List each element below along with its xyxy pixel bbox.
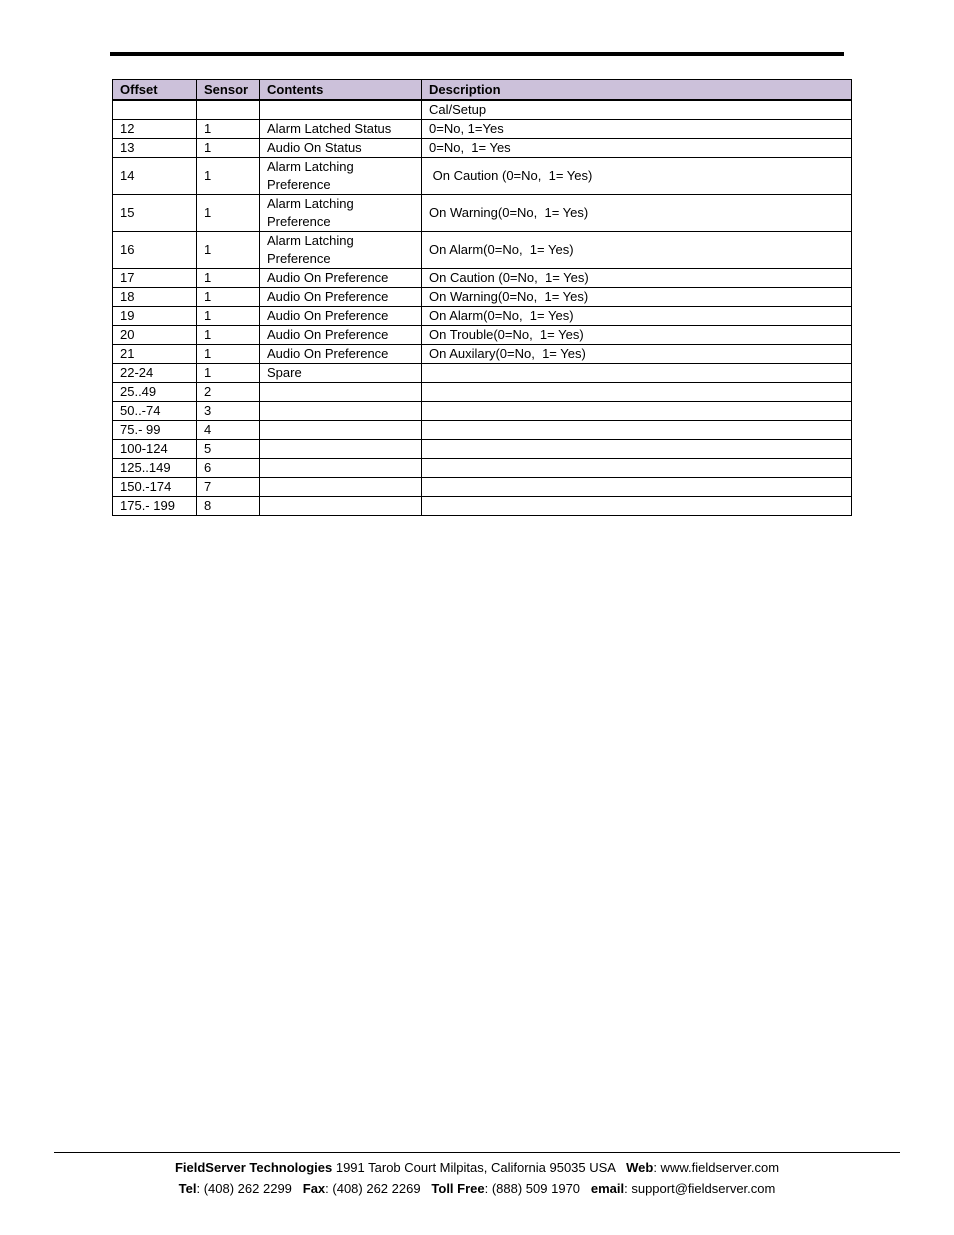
table-row	[113, 440, 852, 459]
footer-tel-value: : (408) 262 2299	[196, 1181, 303, 1196]
table-row	[113, 307, 852, 326]
description-cell	[422, 383, 852, 402]
sensor-cell: 1	[197, 307, 260, 326]
contents-cell: Audio On Preference	[260, 269, 422, 288]
page-footer	[54, 1157, 900, 1199]
footer-tollfree-value: : (888) 509 1970	[484, 1181, 591, 1196]
sensor-cell: 1	[197, 269, 260, 288]
footer-tel-label: Tel	[178, 1181, 197, 1196]
table-row	[113, 326, 852, 345]
offset-cell: 20	[113, 326, 197, 345]
table-row	[113, 158, 852, 195]
sensor-cell: 1	[197, 232, 260, 269]
footer-email-value: : support@fieldserver.com	[624, 1181, 776, 1196]
offset-cell: 21	[113, 345, 197, 364]
sensor-cell: 1	[197, 288, 260, 307]
description-cell: On Alarm(0=No, 1= Yes)	[422, 307, 852, 326]
contents-cell: Audio On Preference	[260, 307, 422, 326]
footer-rule	[54, 1152, 900, 1153]
footer-fax-value: : (408) 262 2269	[325, 1181, 432, 1196]
description-cell: On Caution (0=No, 1= Yes)	[422, 158, 852, 195]
table-row	[113, 402, 852, 421]
contents-cell: Alarm Latching Preference	[260, 195, 422, 232]
offset-cell: 15	[113, 195, 197, 232]
description-cell	[422, 478, 852, 497]
contents-cell	[260, 459, 422, 478]
footer-line-1	[54, 1157, 900, 1178]
sensor-cell: 1	[197, 326, 260, 345]
sensor-cell: 1	[197, 364, 260, 383]
register-table	[112, 79, 852, 516]
footer-address: 1991 Tarob Court Milpitas, California 95035 USA	[332, 1160, 627, 1175]
table-row	[113, 195, 852, 232]
offset-cell	[113, 100, 197, 120]
description-cell: On Trouble(0=No, 1= Yes)	[422, 326, 852, 345]
table-row	[113, 364, 852, 383]
offset-cell: 100-124	[113, 440, 197, 459]
offset-cell: 12	[113, 120, 197, 139]
sensor-cell: 1	[197, 139, 260, 158]
contents-cell: Audio On Preference	[260, 326, 422, 345]
offset-cell: 17	[113, 269, 197, 288]
sensor-cell: 1	[197, 345, 260, 364]
offset-cell: 150.-174	[113, 478, 197, 497]
sensor-cell: 7	[197, 478, 260, 497]
offset-cell: 18	[113, 288, 197, 307]
contents-cell	[260, 421, 422, 440]
contents-cell: Audio On Preference	[260, 288, 422, 307]
table-row	[113, 288, 852, 307]
contents-cell	[260, 100, 422, 120]
description-cell: On Warning(0=No, 1= Yes)	[422, 288, 852, 307]
sensor-cell: 1	[197, 120, 260, 139]
offset-cell: 175.- 199	[113, 497, 197, 516]
description-cell	[422, 459, 852, 478]
footer-company: FieldServer Technologies	[174, 1160, 333, 1175]
footer-line-2	[54, 1178, 900, 1199]
table-header-row	[113, 80, 852, 101]
table-row	[113, 345, 852, 364]
table-row	[113, 232, 852, 269]
sensor-cell: 5	[197, 440, 260, 459]
top-rule	[110, 52, 844, 56]
description-cell	[422, 497, 852, 516]
sensor-cell: 4	[197, 421, 260, 440]
table-row	[113, 421, 852, 440]
sensor-cell: 3	[197, 402, 260, 421]
footer-tollfree-label: Toll Free	[431, 1181, 485, 1196]
sensor-cell: 1	[197, 195, 260, 232]
footer-web-label: Web	[626, 1160, 654, 1175]
header-offset: Offset	[113, 80, 197, 101]
table-row	[113, 269, 852, 288]
contents-cell: Audio On Status	[260, 139, 422, 158]
contents-cell	[260, 402, 422, 421]
description-cell	[422, 421, 852, 440]
sensor-cell	[197, 100, 260, 120]
offset-cell: 22-24	[113, 364, 197, 383]
contents-cell: Spare	[260, 364, 422, 383]
offset-cell: 50..-74	[113, 402, 197, 421]
description-cell: 0=No, 1=Yes	[422, 120, 852, 139]
contents-cell: Alarm Latching Preference	[260, 158, 422, 195]
description-cell: On Caution (0=No, 1= Yes)	[422, 269, 852, 288]
contents-cell: Audio On Preference	[260, 345, 422, 364]
offset-cell: 125..149	[113, 459, 197, 478]
sensor-cell: 1	[197, 158, 260, 195]
offset-cell: 75.- 99	[113, 421, 197, 440]
description-cell	[422, 440, 852, 459]
table-row	[113, 459, 852, 478]
footer-fax-label: Fax	[302, 1181, 326, 1196]
sensor-cell: 2	[197, 383, 260, 402]
table-row	[113, 383, 852, 402]
offset-cell: 14	[113, 158, 197, 195]
description-cell: On Warning(0=No, 1= Yes)	[422, 195, 852, 232]
contents-cell: Alarm Latched Status	[260, 120, 422, 139]
description-cell: On Alarm(0=No, 1= Yes)	[422, 232, 852, 269]
header-description: Description	[422, 80, 852, 101]
description-cell	[422, 364, 852, 383]
table-row	[113, 497, 852, 516]
offset-cell: 19	[113, 307, 197, 326]
description-cell	[422, 402, 852, 421]
description-cell: On Auxilary(0=No, 1= Yes)	[422, 345, 852, 364]
offset-cell: 25..49	[113, 383, 197, 402]
header-contents: Contents	[260, 80, 422, 101]
contents-cell	[260, 478, 422, 497]
offset-cell: 16	[113, 232, 197, 269]
description-cell: 0=No, 1= Yes	[422, 139, 852, 158]
offset-cell: 13	[113, 139, 197, 158]
sensor-cell: 6	[197, 459, 260, 478]
footer-web-value: : www.fieldserver.com	[653, 1160, 780, 1175]
sensor-cell: 8	[197, 497, 260, 516]
footer-email-label: email	[590, 1181, 625, 1196]
description-cell: Cal/Setup	[422, 100, 852, 120]
table-row	[113, 139, 852, 158]
table-row	[113, 100, 852, 120]
table-row	[113, 478, 852, 497]
table-row	[113, 120, 852, 139]
contents-cell: Alarm Latching Preference	[260, 232, 422, 269]
contents-cell	[260, 497, 422, 516]
header-sensor: Sensor	[197, 80, 260, 101]
table-body	[113, 100, 852, 516]
contents-cell	[260, 383, 422, 402]
contents-cell	[260, 440, 422, 459]
